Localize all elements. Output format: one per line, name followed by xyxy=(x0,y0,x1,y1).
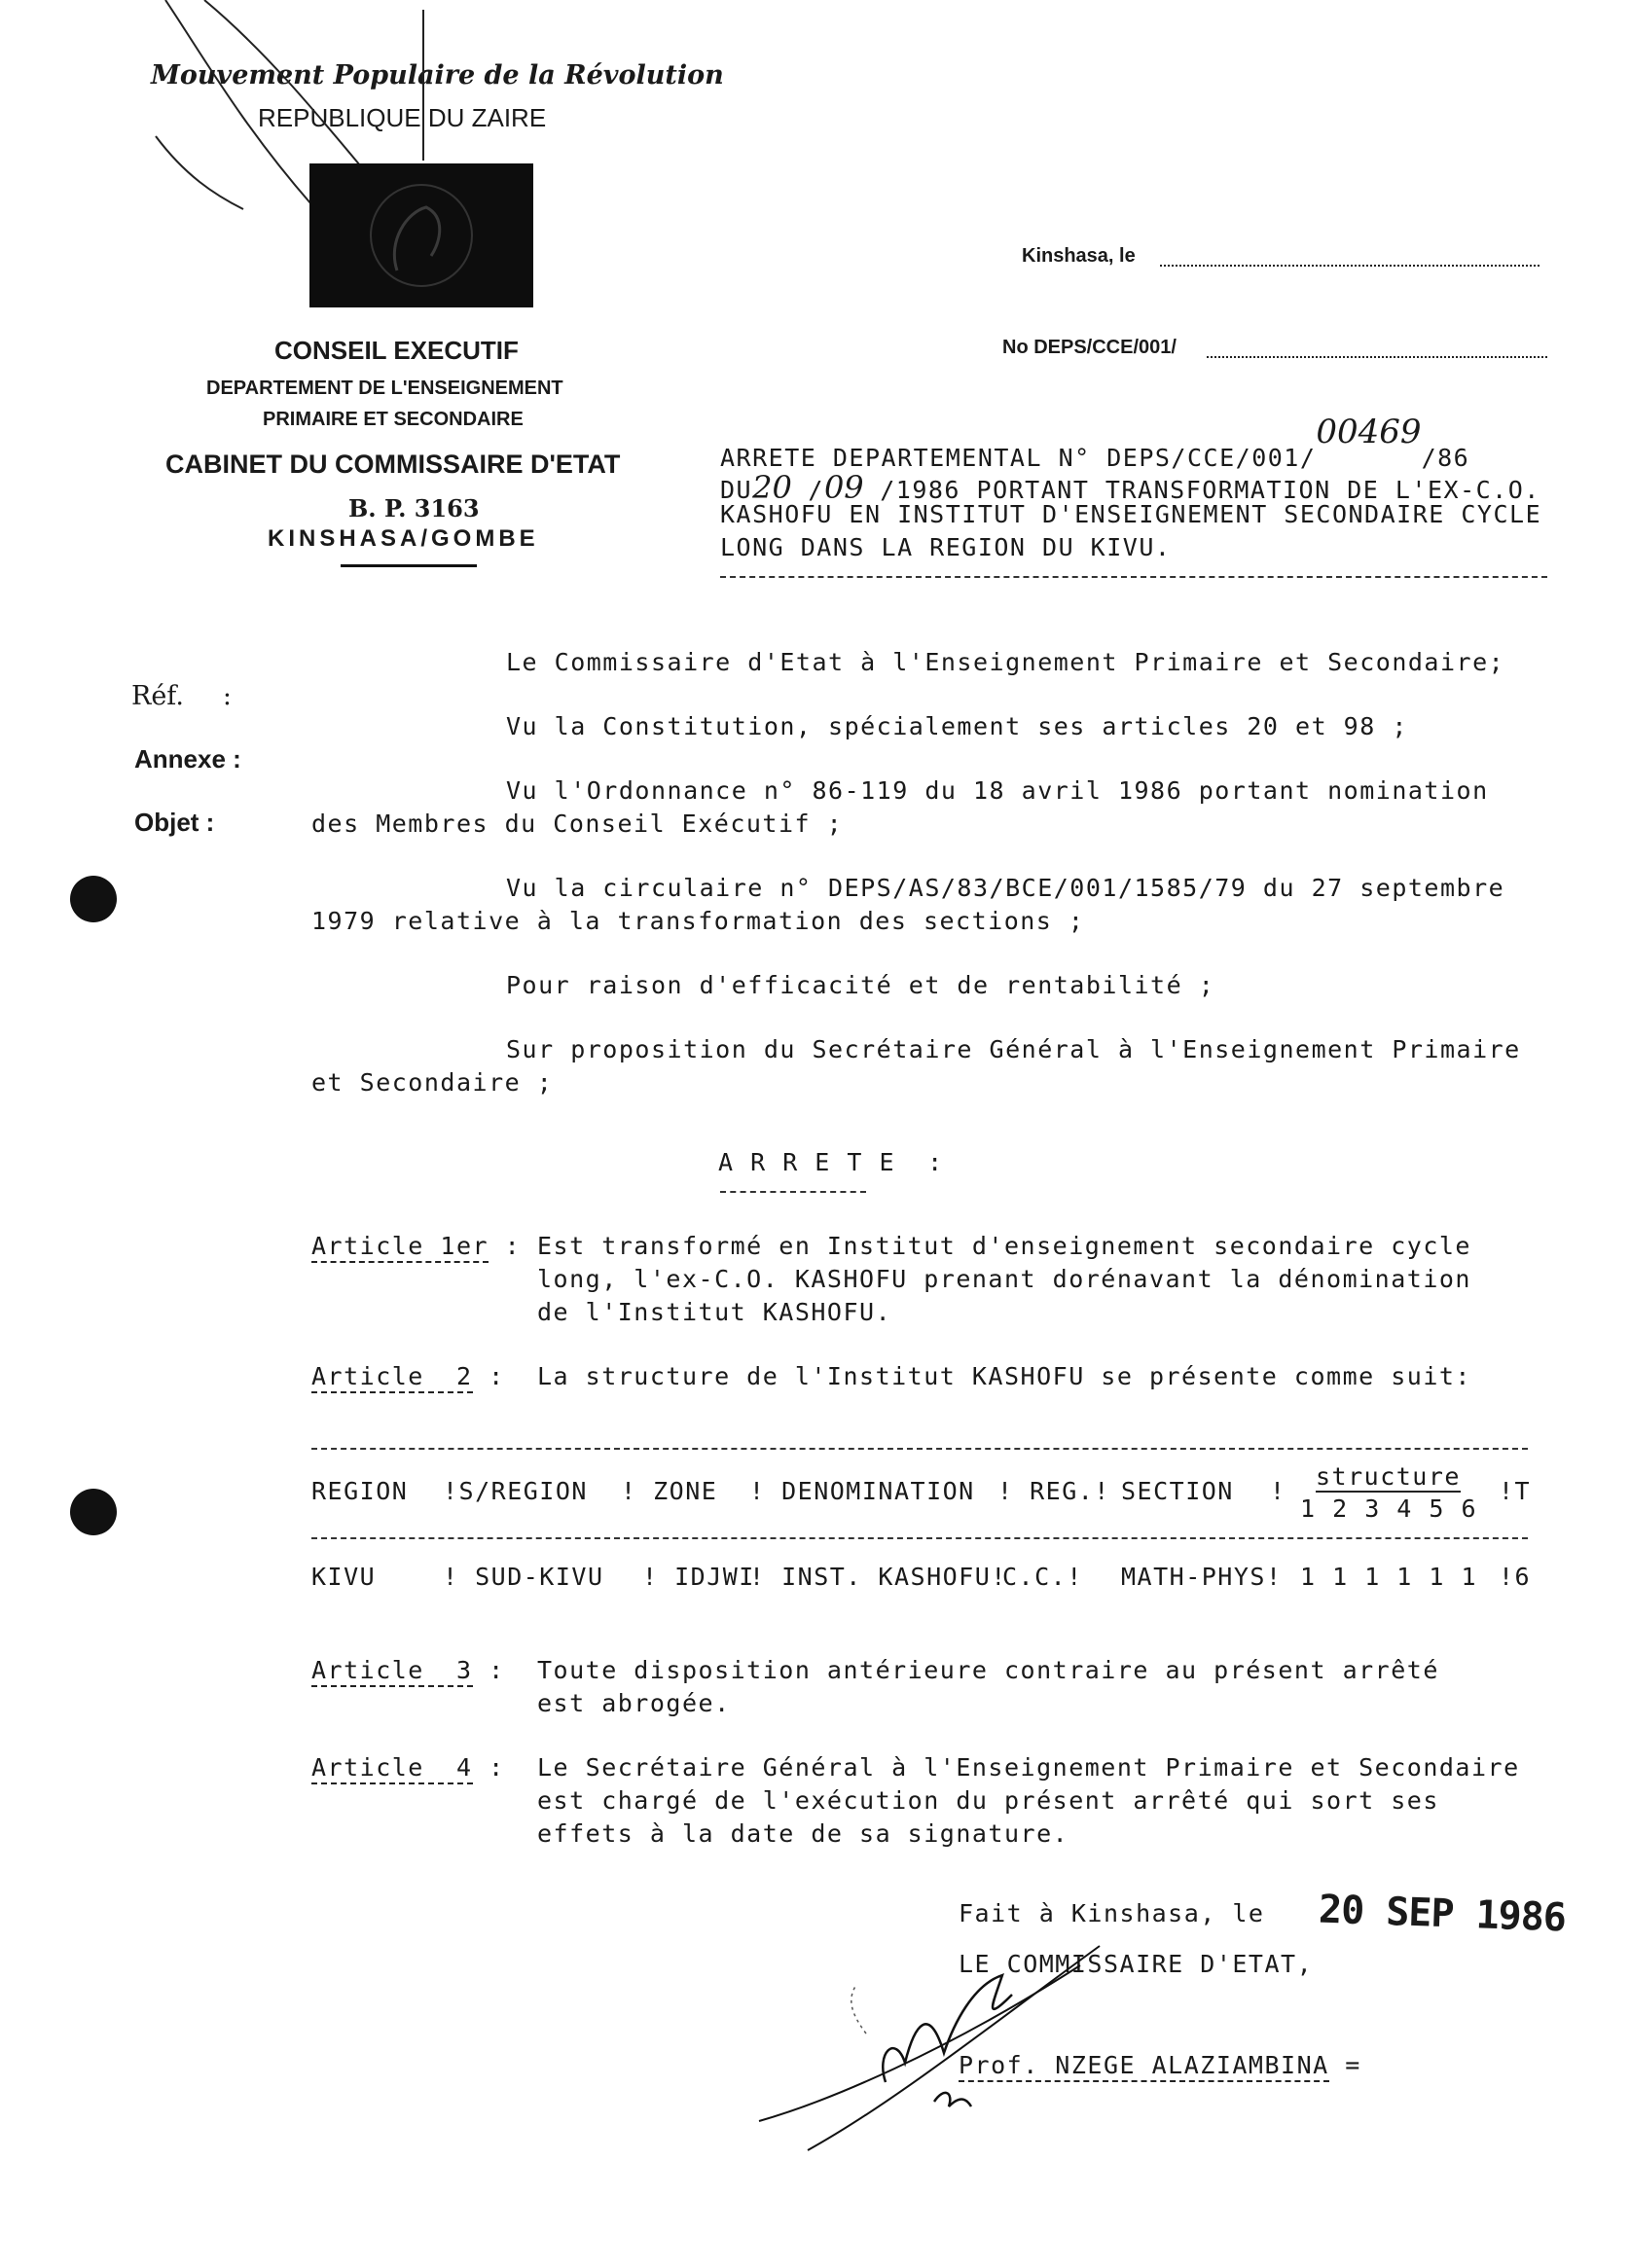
preamble-3-line1: Vu l'Ordonnance n° 86-119 du 18 avril 1986 portant nomination xyxy=(506,776,1489,805)
date-stamp: 20 SEP 1986 xyxy=(1318,1887,1567,1941)
preamble-2: Vu la Constitution, spécialement ses articles 20 et 98 ; xyxy=(506,712,1408,740)
signatory-name: Prof. NZEGE ALAZIAMBINA = xyxy=(959,2051,1361,2079)
td-denomination: ! INST. KASHOFU! xyxy=(749,1563,1007,1591)
td-total: !6 xyxy=(1499,1563,1532,1591)
th-reg: ! REG.! xyxy=(997,1477,1110,1505)
punch-hole-bottom xyxy=(70,1489,117,1535)
preamble-4-line2: 1979 relative à la transformation des sections ; xyxy=(311,907,1085,935)
article-1-label: Article 1er : xyxy=(311,1232,521,1260)
country-name: REPUBLIQUE DU ZAIRE xyxy=(258,103,547,132)
emblem xyxy=(309,163,533,307)
signature xyxy=(749,1907,1119,2179)
handwritten-day: 20 xyxy=(752,469,792,506)
td-zone: ! IDJWI xyxy=(642,1563,755,1591)
th-denomination: ! DENOMINATION xyxy=(749,1477,975,1505)
td-reg: C.C.! xyxy=(1002,1563,1083,1591)
th-zone: ! ZONE xyxy=(621,1477,718,1505)
th-bang: ! xyxy=(1270,1477,1286,1505)
decree-title-line3: KASHOFU EN INSTITUT D'ENSEIGNEMENT SECONDAIRE CYCLE xyxy=(720,500,1542,528)
th-structure: structure xyxy=(1316,1462,1461,1491)
arrete-heading: A R R E T E : xyxy=(718,1148,944,1176)
article-1-line2: long, l'ex-C.O. KASHOFU prenant dorénavant la dénomination xyxy=(537,1265,1471,1293)
article-2-label: Article 2 : xyxy=(311,1362,505,1390)
cabinet-title: CABINET DU COMMISSAIRE D'ETAT xyxy=(165,450,621,479)
decree-title-rule xyxy=(720,576,1547,578)
article-4-label: Article 4 : xyxy=(311,1753,505,1782)
table-mid-rule xyxy=(311,1537,1528,1539)
emblem-icon xyxy=(309,163,533,307)
council-title: CONSEIL EXECUTIF xyxy=(274,336,519,365)
preamble-5: Pour raison d'efficacité et de rentabilité ; xyxy=(506,971,1215,999)
city: KINSHASA/GOMBE xyxy=(268,525,539,552)
place-label: Kinshasa, le xyxy=(1022,245,1136,267)
th-region: REGION xyxy=(311,1477,409,1505)
punch-hole-top xyxy=(70,876,117,922)
number-label: No DEPS/CCE/001/ xyxy=(1002,337,1177,358)
td-sregion: ! SUD-KIVU xyxy=(443,1563,604,1591)
annexe-label: Annexe : xyxy=(134,744,241,774)
td-section: MATH-PHYS! xyxy=(1121,1563,1283,1591)
article-4-line2: est chargé de l'exécution du présent arrêté qui sort ses xyxy=(537,1786,1439,1815)
preamble-1: Le Commissaire d'Etat à l'Enseignement Primaire et Secondaire; xyxy=(506,648,1505,676)
th-section: SECTION xyxy=(1121,1477,1234,1505)
letterhead-rule xyxy=(341,564,477,567)
department-line2: PRIMAIRE ET SECONDAIRE xyxy=(263,409,524,430)
article-3-label: Article 3 : xyxy=(311,1656,505,1684)
table-top-rule xyxy=(311,1448,1528,1450)
closing-title: LE COMMISSAIRE D'ETAT, xyxy=(959,1950,1314,1978)
decree-title-line2: DU20 /09 /1986 PORTANT TRANSFORMATION DE L'EX-C.O. xyxy=(720,469,1540,506)
th-sregion: !S/REGION xyxy=(443,1477,588,1505)
preamble-6-line1: Sur proposition du Secrétaire Général à l'Enseignement Primaire xyxy=(506,1035,1521,1063)
number-line xyxy=(1207,356,1547,358)
article-3-line2: est abrogée. xyxy=(537,1689,731,1717)
department-line1: DEPARTEMENT DE L'ENSEIGNEMENT xyxy=(206,378,563,399)
preamble-3-line2: des Membres du Conseil Exécutif ; xyxy=(311,810,844,838)
article-1-line1: Est transformé en Institut d'enseignement secondaire cycle xyxy=(537,1232,1471,1260)
handwritten-number: 00469 xyxy=(1316,413,1422,451)
arrete-heading-underline xyxy=(720,1191,866,1193)
article-1-line3: de l'Institut KASHOFU. xyxy=(537,1298,892,1326)
po-box: B. P. 3163 xyxy=(348,494,480,522)
closing-place: Fait à Kinshasa, le xyxy=(959,1899,1265,1927)
th-years: 1 2 3 4 5 6 xyxy=(1300,1494,1478,1523)
decree-title-line1: ARRETE DEPARTEMENTAL N° DEPS/CCE/001/00469/86 xyxy=(720,413,1470,472)
preamble-6-line2: et Secondaire ; xyxy=(311,1068,554,1097)
article-4-line3: effets à la date de sa signature. xyxy=(537,1819,1069,1848)
handwritten-month: 09 xyxy=(823,469,864,506)
td-structure: 1 1 1 1 1 1 xyxy=(1300,1563,1478,1591)
decree-title-line4: LONG DANS LA REGION DU KIVU. xyxy=(720,533,1172,561)
party-name: Mouvement Populaire de la Révolution xyxy=(151,60,724,90)
article-4-line1: Le Secrétaire Général à l'Enseignement Primaire et Secondaire xyxy=(537,1753,1520,1782)
article-2-text: La structure de l'Institut KASHOFU se présente comme suit: xyxy=(537,1362,1471,1390)
th-total: !T xyxy=(1499,1477,1532,1505)
preamble-4-line1: Vu la circulaire n° DEPS/AS/83/BCE/001/1585/79 du 27 septembre xyxy=(506,874,1505,902)
place-date-line xyxy=(1160,265,1539,267)
objet-label: Objet : xyxy=(134,808,215,837)
ref-label: Réf. : xyxy=(131,681,233,711)
article-3-line1: Toute disposition antérieure contraire au présent arrêté xyxy=(537,1656,1439,1684)
td-region: KIVU xyxy=(311,1563,377,1591)
